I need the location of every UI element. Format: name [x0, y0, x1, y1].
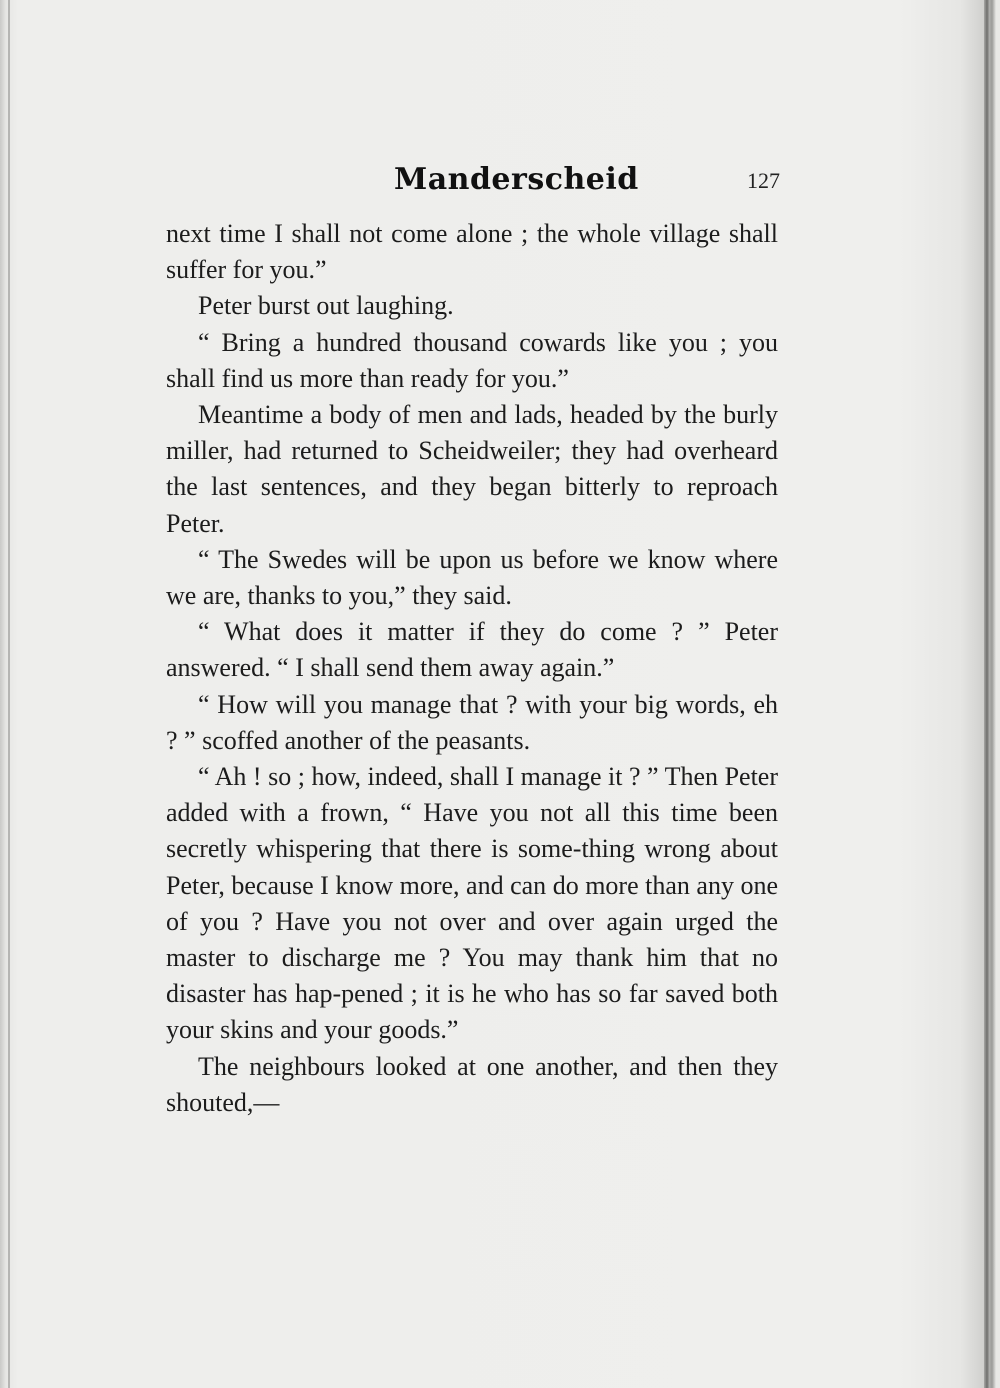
paragraph: “ How will you manage that ? with your big words, eh ? ” scoffed another of the peasants. [166, 689, 778, 755]
running-title: Manderscheid [394, 162, 639, 197]
page-number: 127 [747, 168, 780, 193]
paragraph: “ Bring a hundred thousand cowards like you ; you shall find us more than ready for you.” [166, 327, 778, 393]
paragraph: “ Ah ! so ; how, indeed, shall I manage it ? ” Then Peter added with a frown, “ Have you not all this time been secretly whispering that there is some-thing wrong about Peter, because I know more, and can do more than any one of you ? Have you not over and over again urged the master to discharge me ? You may thank him that no disaster has hap-pened ; it is he who has so far saved both your skins and your goods.” [166, 762, 778, 1045]
paragraph: Meantime a body of men and lads, headed by the burly miller, had returned to Scheidweiler; they had overheard the last sentences, and they began bitterly to reproach Peter. [166, 400, 778, 538]
body-text [166, 216, 778, 1121]
page-gutter-left [8, 0, 10, 1388]
paragraph: The neighbours looked at one another, and then they shouted,— [166, 1051, 778, 1117]
page-gutter-right [984, 0, 990, 1388]
paragraph: next time I shall not come alone ; the whole village shall suffer for you.” [166, 219, 778, 285]
paragraph: Peter burst out laughing. [198, 291, 454, 321]
paragraph: “ The Swedes will be upon us before we know where we are, thanks to you,” they said. [166, 544, 778, 611]
paragraph: “ What does it matter if they do come ? ” Peter answered. “ I shall send them away again.” [166, 617, 778, 683]
running-head [172, 162, 784, 202]
